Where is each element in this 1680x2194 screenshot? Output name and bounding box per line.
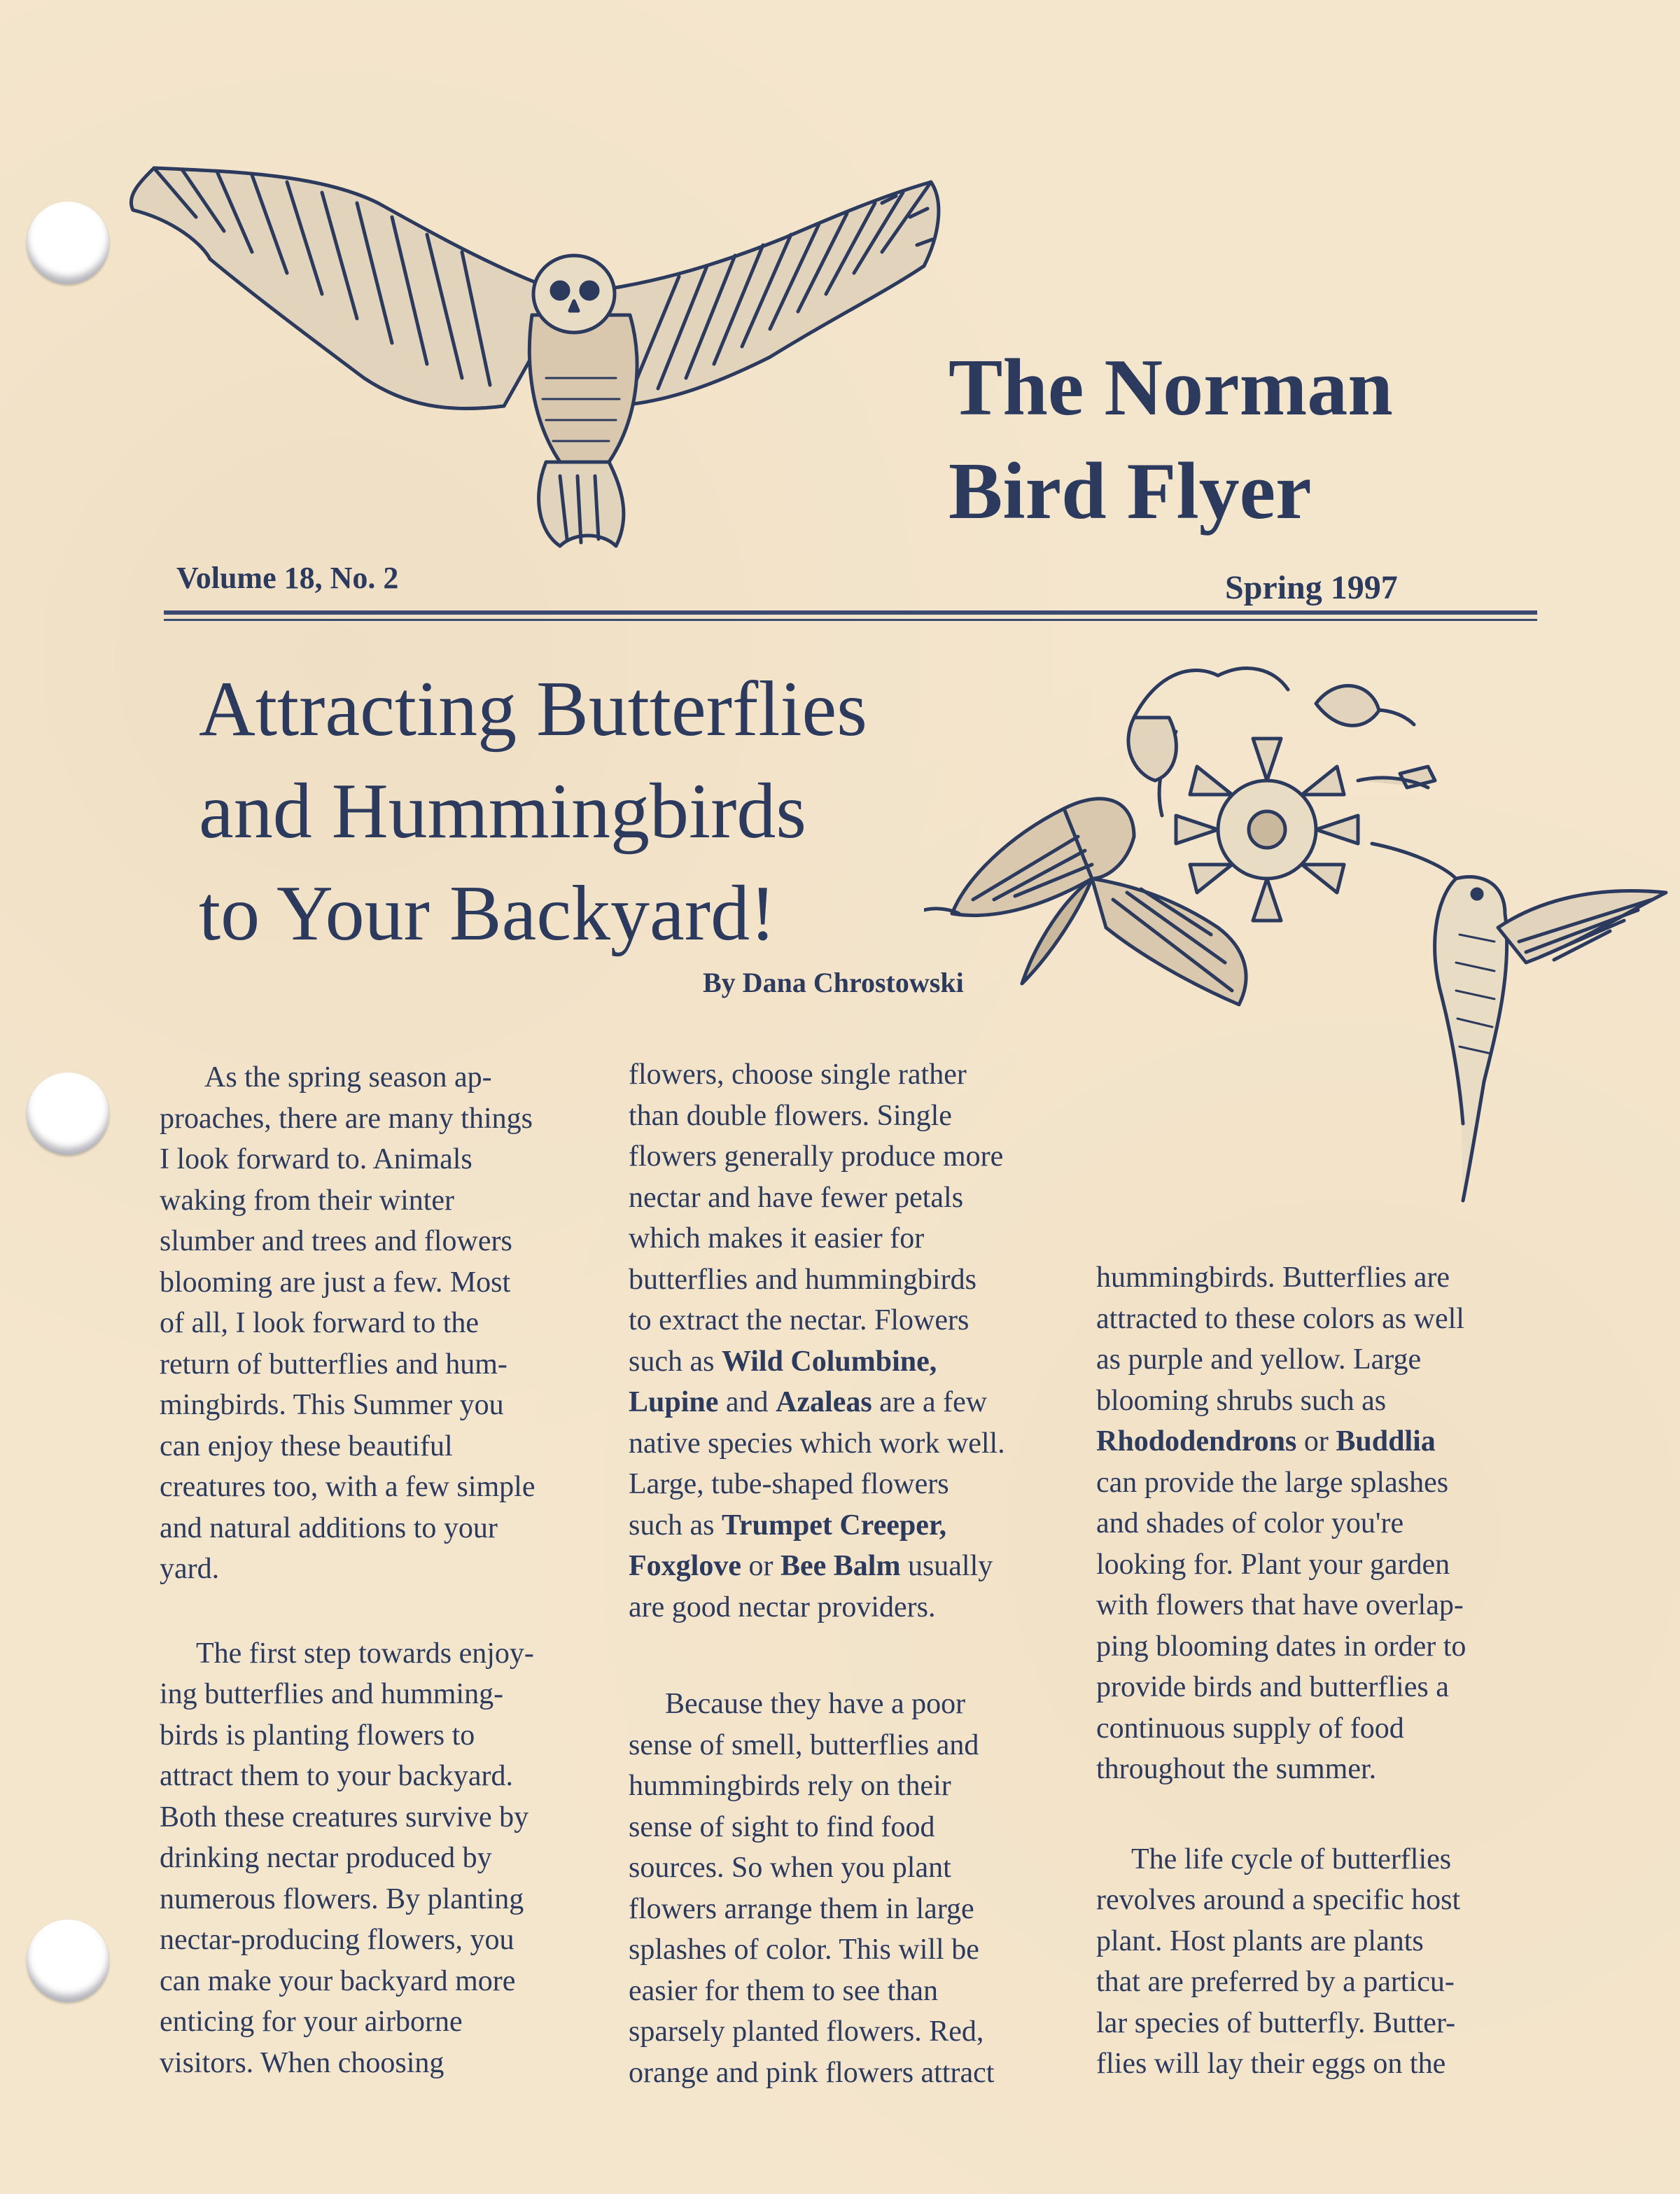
text-line: mingbirds. This Summer you (160, 1389, 504, 1421)
text-line: proaches, there are many things (160, 1102, 533, 1135)
text-line: attract them to your backyard. (160, 1760, 513, 1792)
text-line: yard. (160, 1553, 220, 1585)
text-line: The first step towards enjoy- (196, 1637, 534, 1670)
text-line: drinking nectar produced by (160, 1842, 492, 1874)
text-line: ing butterflies and humming- (160, 1678, 504, 1710)
text-line: hummingbirds rely on their (629, 1770, 951, 1802)
text-line: waking from their winter (160, 1184, 455, 1217)
issue-season: Spring 1997 (1225, 569, 1398, 606)
text-line: that are preferred by a particu- (1096, 1966, 1455, 1998)
paragraph-sense-of-sight (629, 1684, 1091, 2093)
title-line-1: The Norman (948, 343, 1393, 433)
text-line: and natural additions to your (160, 1511, 498, 1544)
col2-line (629, 1341, 1091, 1383)
text-line: return of butterflies and hum- (160, 1348, 507, 1381)
col2-line: are good nectar providers. (629, 1591, 936, 1623)
col3-line: continuous supply of food (1096, 1712, 1404, 1745)
punch-hole-bottom (27, 1920, 109, 2002)
text-line: can enjoy these beautiful (160, 1430, 453, 1462)
paragraph-gap (629, 1628, 1091, 1684)
text-line: enticing for your airborne (160, 2006, 463, 2038)
paragraph-intro (160, 1057, 608, 1590)
punch-hole-middle (27, 1072, 109, 1155)
plant-name-wild-columbine: Wild Columbine, (721, 1345, 937, 1378)
text-line: The life cycle of butterflies (1131, 1843, 1452, 1875)
text-line: visitors. When choosing (160, 2046, 444, 2079)
article-column-1 (160, 1057, 608, 2083)
text-line: of all, I look forward to the (160, 1307, 479, 1339)
text-line: As the spring season ap- (204, 1061, 492, 1093)
text-line: numerous flowers. By planting (160, 1882, 524, 1915)
col2-line (629, 1505, 1091, 1546)
paragraph-first-step (160, 1633, 608, 2084)
col3-line: provide birds and butterflies a (1096, 1671, 1449, 1703)
col2-line: nectar and have fewer petals (629, 1181, 964, 1214)
volume-number: Volume 18, No. 2 (176, 561, 399, 595)
text-line: lar species of butterfly. Butter- (1096, 2006, 1456, 2039)
text: are a few (872, 1386, 988, 1418)
text-line: creatures too, with a few simple (160, 1471, 536, 1503)
text-line: I look forward to. Animals (160, 1143, 472, 1175)
text-line: orange and pink flowers attract (629, 2056, 995, 2089)
text-line: easier for them to see than (629, 1974, 938, 2007)
masthead-rule-thin (164, 619, 1537, 621)
text-line: splashes of color. This will be (629, 1934, 979, 1966)
col2-line: to extract the nectar. Flowers (629, 1304, 969, 1336)
text-line: plant. Host plants are plants (1096, 1924, 1424, 1957)
plant-name-bee-balm: Bee Balm (780, 1550, 901, 1582)
text: or (741, 1550, 780, 1582)
plant-name-rhododendrons: Rhododendrons (1096, 1425, 1297, 1458)
text-line: flowers arrange them in large (629, 1892, 974, 1925)
col3-line: looking for. Plant your garden (1096, 1548, 1450, 1581)
col2-line: than double flowers. Single (629, 1099, 952, 1132)
col3-line: blooming shrubs such as (1096, 1384, 1387, 1417)
punch-hole-top (27, 202, 109, 284)
paragraph-gap (160, 1590, 608, 1633)
headline-line-2: and Hummingbirds (199, 768, 806, 855)
plant-name-foxglove: Foxglove (629, 1550, 741, 1582)
paragraph-gap (1096, 1790, 1544, 1839)
col2-line: native species which work well. (629, 1427, 1005, 1460)
text: or (1296, 1425, 1336, 1458)
plant-name-lupine: Lupine (629, 1386, 719, 1418)
article-byline: By Dana Chrostowski (703, 967, 964, 998)
col3-line: attracted to these colors as well (1096, 1302, 1464, 1335)
col3-line: with flowers that have overlap- (1096, 1589, 1464, 1621)
headline-line-1: Attracting Butterflies (199, 666, 867, 753)
text-line: can make your backyard more (160, 1964, 516, 1997)
article-column-3 (1096, 1257, 1544, 2085)
text: and (718, 1386, 776, 1418)
plant-name-trumpet-creeper: Trumpet Creeper, (721, 1509, 947, 1542)
text-line: birds is planting flowers to (160, 1719, 475, 1752)
text: usually (900, 1550, 993, 1582)
masthead-rule-thick (164, 610, 1537, 615)
text-line: sources. So when you plant (629, 1852, 951, 1884)
headline-line-3: to Your Backyard! (199, 870, 776, 957)
col2-line (629, 1382, 1091, 1423)
text-line: Because they have a poor (665, 1688, 966, 1720)
text-line: Both these creatures survive by (160, 1801, 529, 1833)
article-headline (199, 658, 867, 965)
text-line: slumber and trees and flowers (160, 1225, 512, 1257)
col2-line: butterflies and hummingbirds (629, 1263, 976, 1296)
paragraph-life-cycle (1096, 1839, 1544, 2085)
col2-line (629, 1546, 1091, 1587)
text-line: sparsely planted flowers. Red, (629, 2015, 984, 2048)
col3-line (1096, 1421, 1544, 1462)
text-line: nectar-producing flowers, you (160, 1924, 514, 1956)
text-line: blooming are just a few. Most (160, 1266, 511, 1299)
text: such as (629, 1509, 722, 1542)
col3-line: and shades of color you're (1096, 1507, 1404, 1539)
col3-line: as purple and yellow. Large (1096, 1343, 1422, 1376)
text: such as (629, 1345, 722, 1378)
col2-line: Large, tube-shaped flowers (629, 1468, 949, 1500)
text-line: sense of sight to find food (629, 1810, 935, 1843)
article-column-2 (629, 1054, 1091, 2093)
col2-line: flowers, choose single rather (629, 1058, 967, 1091)
newsletter-title (948, 336, 1393, 543)
col3-line: ping blooming dates in order to (1096, 1630, 1466, 1663)
col3-line: throughout the summer. (1096, 1753, 1377, 1785)
col3-line: can provide the large splashes (1096, 1466, 1449, 1499)
col3-line: hummingbirds. Butterflies are (1096, 1262, 1450, 1294)
plant-name-azaleas: Azaleas (776, 1386, 872, 1418)
owl-illustration (112, 154, 952, 553)
text-line: revolves around a specific host (1096, 1884, 1461, 1916)
title-line-2: Bird Flyer (948, 447, 1312, 536)
col2-line: flowers generally produce more (629, 1140, 1004, 1173)
text-line: sense of smell, butterflies and (629, 1728, 979, 1761)
text-line: flies will lay their eggs on the (1096, 2048, 1446, 2080)
col2-line: which makes it easier for (629, 1222, 925, 1255)
plant-name-buddlia: Buddlia (1336, 1425, 1436, 1458)
